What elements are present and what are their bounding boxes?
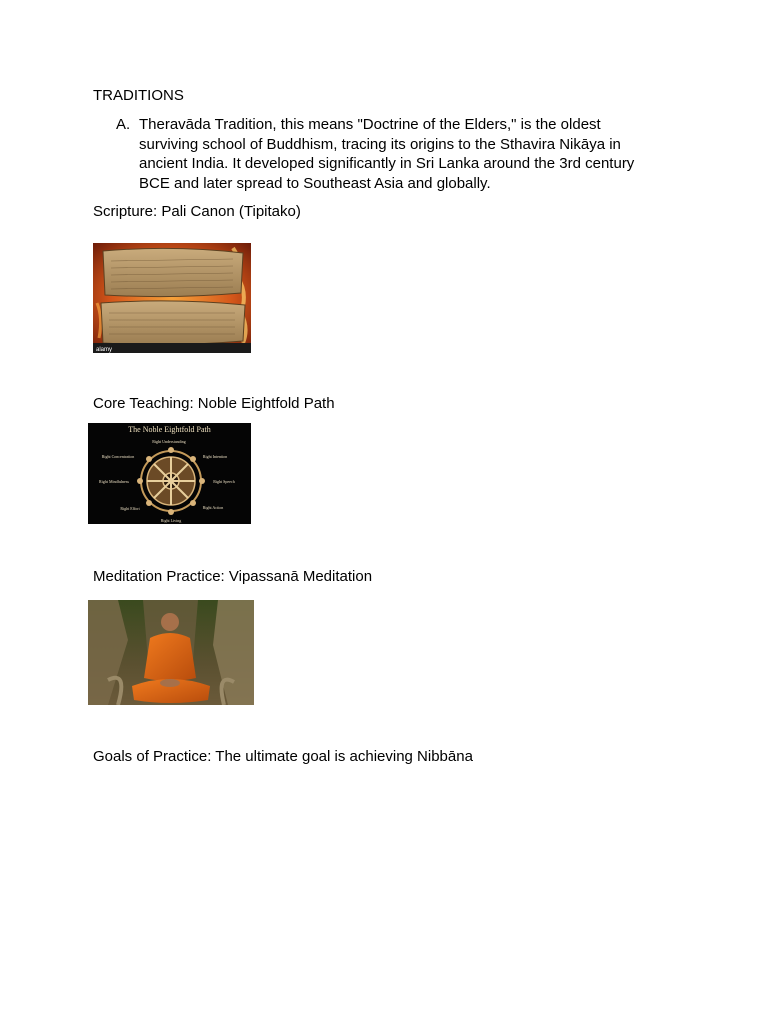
alamy-watermark: alamy	[96, 347, 113, 353]
list-item-text: Theravāda Tradition, this means "Doctrine of the Elders," is the oldest surviving school of Buddhism, tracing its origins to the Sthavira Nikāya in ancient India. It developed significantly in Sri Lanka around the 3rd century BCE and later spread to Southeast Asia and globally.	[139, 116, 635, 192]
spoke-label: Right Intention	[202, 454, 228, 459]
list-marker: A.	[116, 116, 131, 133]
spoke-label: Right Understanding	[152, 439, 186, 444]
spoke-label: Right Concentration	[101, 454, 135, 459]
list-item-theravada	[116, 115, 656, 193]
spoke-label: Right Effort	[120, 506, 140, 511]
dharma-wheel-icon	[137, 447, 205, 515]
spoke-label: Right Living	[160, 518, 182, 523]
spoke-label: Right Mindfulness	[99, 479, 129, 484]
pali-canon-manuscript-image	[93, 243, 251, 353]
meditation-line: Meditation Practice: Vipassanā Meditation	[93, 568, 373, 585]
spoke-label: Right Action	[202, 505, 224, 510]
scripture-line: Scripture: Pali Canon (Tipitako)	[93, 203, 301, 220]
spoke-label: Right Speech	[213, 479, 235, 484]
section-heading: TRADITIONS	[93, 87, 184, 104]
core-teaching-line: Core Teaching: Noble Eightfold Path	[93, 395, 335, 412]
noble-eightfold-path-image	[88, 423, 251, 524]
meditating-monk-image	[88, 600, 254, 705]
goals-line: Goals of Practice: The ultimate goal is achieving Nibbāna	[93, 748, 473, 765]
eightfold-path-title: The Noble Eightfold Path	[128, 425, 211, 434]
